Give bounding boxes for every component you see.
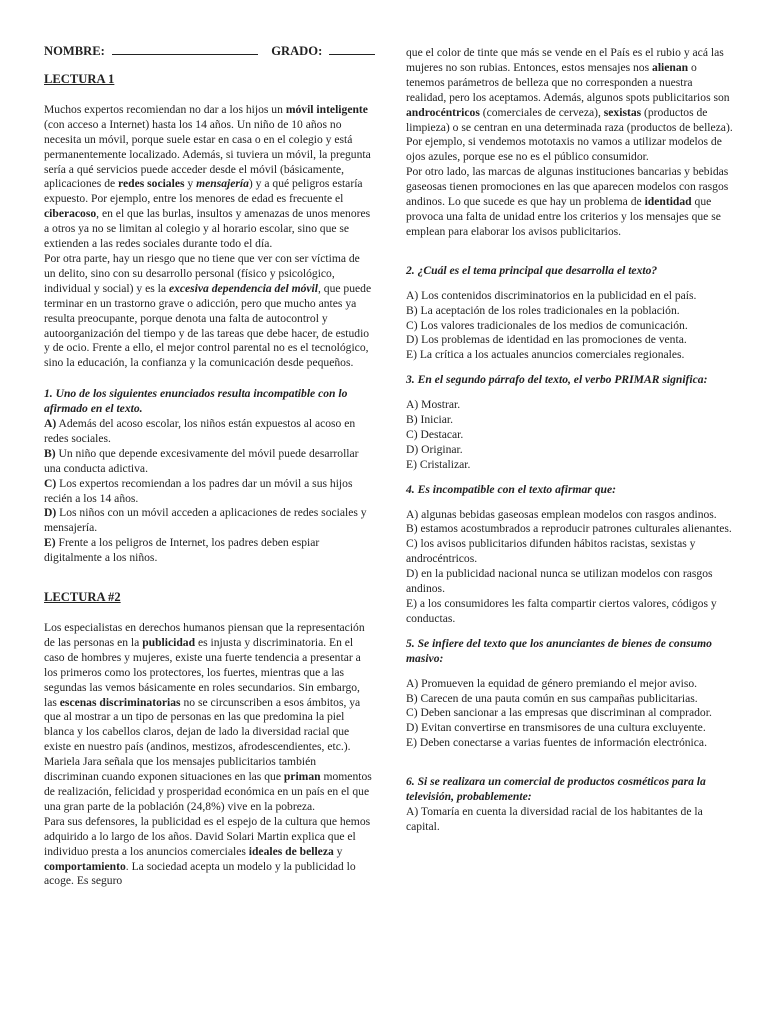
emphasized-term: identidad (644, 195, 692, 209)
question-3-option-a[interactable]: A) Mostrar. (406, 398, 461, 412)
question-5: 5. Se infiere del texto que los anunciantes de bienes de consumo masivo: (406, 636, 712, 665)
lectura-2-paragraph-4: que el color de tinte que más se vende en el País es el rubio y acá las mujeres no son rubias. Entonces, estos mensajes nos alienan o tenemos parámetros de belleza que no corresponden a nuestra realidad, pero los aceptamos. Además, algunos spots publicitarios son androcéntricos (comerciales de cerveza), sexistas (productos de limpieza) o se centran en una determinada raza (productos de belleza). Por ejemplo, si vendemos mototaxis no vamos a utilizar modelos de ojos azules, porque ese no es el público consumidor. (406, 46, 733, 164)
question-4-option-e[interactable]: E) a los consumidores les falta compartir ciertos valores, códigos y conductas. (406, 597, 717, 625)
question-2-options (406, 289, 734, 364)
question-5-option-c[interactable]: C) Deben sancionar a las empresas que discriminan al comprador. (406, 706, 712, 720)
nombre-blank-line[interactable] (112, 44, 258, 55)
grado-label: GRADO: (271, 44, 323, 58)
question-5-option-a[interactable]: A) Promueven la equidad de género premiando el mejor aviso. (406, 676, 698, 690)
question-2-option-e[interactable]: E) La crítica a los actuales anuncios comerciales regionales. (406, 348, 685, 362)
question-6-option-a[interactable]: A) Tomaría en cuenta la diversidad racial de los habitantes de la capital. (406, 804, 703, 833)
question-5-options (406, 677, 734, 752)
lectura-1-paragraph-2: Por otra parte, hay un riesgo que no tiene que ver con ser víctima de un delito, sino con su desarrollo personal (físico y psicológico, individual y social) y es la excesiva dependencia del móvil, que puede terminar en un trastorno grave o adicción, pero que mucho antes ya resulta preocupante, porque denota una falta de autocontrol y autoorganización del tiempo y de las tareas que debe hacer, de estudio y de ocio. Frente a ello, el mejor control parental no es el tecnológico, sino la educación, la confianza y la comunicación desde pequeños. (44, 251, 372, 370)
lectura-2-paragraph-1: Los especialistas en derechos humanos piensan que la representación de las personas en la publicidad es injusta y discriminatoria. En el caso de hombres y mujeres, existe una fuerte tendencia a presentar a los primeros como los protectores, los fuertes, mientras que a las segundas las vemos básicamente en roles secundarios. Sin embargo, las escenas discriminatorias no se circunscriben a esos ámbitos, ya que al mostrar a un tipo de personas en las que predomina la piel blanca y los cabellos claros, dejan de lado la diversidad racial que existe en nuestro país (andinos, mestizos, afrodescendientes, etc.). (44, 621, 365, 754)
question-6: 6. Si se realizara un comercial de productos cosméticos para la televisión, probablemente: (406, 775, 706, 804)
emphasized-term: ciberacoso (44, 207, 97, 221)
question-5-option-e[interactable]: E) Deben conectarse a varias fuentes de información electrónica. (406, 736, 707, 750)
question-2-option-c[interactable]: C) Los valores tradicionales de los medios de comunicación. (406, 318, 688, 332)
lectura-2-paragraph-3: Para sus defensores, la publicidad es el espejo de la cultura que hemos adquirido a lo largo de los años. David Solari Martin explica que el individuo presta a los anuncios comerciales ideales de belleza y comportamiento. La sociedad acepta un modelo y la publicidad lo acoge. Es seguro (44, 814, 371, 888)
question-2-option-d[interactable]: D) Los problemas de identidad en las promociones de venta. (406, 333, 687, 347)
emphasized-term: redes sociales (118, 177, 185, 191)
emphasized-term: alienan (652, 60, 689, 74)
question-6-options (406, 805, 734, 835)
question-2: 2. ¿Cuál es el tema principal que desarrolla el texto? (406, 263, 658, 277)
nombre-label: NOMBRE: (44, 44, 105, 58)
question-3-option-b[interactable]: B) Iniciar. (406, 413, 454, 427)
question-4-option-a[interactable]: A) algunas bebidas gaseosas emplean modelos con rasgos andinos. (406, 507, 717, 521)
question-5-option-d[interactable]: D) Evitan convertirse en transmisores de una cultura excluyente. (406, 721, 706, 735)
right-column (406, 46, 734, 835)
question-3-option-e[interactable]: E) Cristalizar. (406, 457, 471, 471)
question-3: 3. En el segundo párrafo del texto, el verbo PRIMAR significa: (406, 373, 708, 387)
emphasized-term: ideales de belleza (248, 844, 334, 858)
left-column (44, 72, 372, 889)
question-1-option-a[interactable]: A) Además del acoso escolar, los niños están expuestos al acoso en redes sociales. (44, 417, 356, 445)
emphasized-term: mensajería (196, 177, 249, 191)
lectura-2-title: LECTURA #2 (44, 590, 121, 605)
question-1-option-c[interactable]: C) Los expertos recomiendan a los padres dar un móvil a sus hijos recién a los 14 años. (44, 476, 353, 505)
question-1-option-e[interactable]: E) Frente a los peligros de Internet, los padres deben espiar digitalmente a los niños. (44, 536, 320, 565)
question-2-option-b[interactable]: B) La aceptación de los roles tradicionales en la población. (406, 303, 680, 317)
question-4: 4. Es incompatible con el texto afirmar que: (406, 482, 616, 496)
question-5-option-b[interactable]: B) Carecen de una pauta común en sus campañas publicitarias. (406, 691, 698, 705)
question-4-option-b[interactable]: B) estamos acostumbrados a reproducir patrones culturales alienantes. (406, 522, 732, 536)
question-1: 1. Uno de los siguientes enunciados resulta incompatible con lo afirmado en el texto. (44, 387, 348, 416)
lectura-1-title: LECTURA 1 (44, 72, 115, 86)
emphasized-term: escenas discriminatorias (59, 695, 181, 709)
emphasized-term: móvil inteligente (285, 102, 368, 116)
question-4-option-d[interactable]: D) en la publicidad nacional nunca se utilizan modelos con rasgos andinos. (406, 567, 713, 596)
emphasized-term: publicidad (142, 635, 196, 649)
lectura-2-paragraph-2: Mariela Jara señala que los mensajes publicitarios también discriminan cuando exponen situaciones en las que priman momentos de realización, felicidad y prosperidad económica en un país en el que una gran parte de la población (24,8%) vive en la pobreza. (44, 755, 372, 813)
question-1-option-b[interactable]: B) Un niño que depende excesivamente del móvil puede desarrollar una conducta adictiva. (44, 446, 359, 475)
question-3-option-c[interactable]: C) Destacar. (406, 427, 464, 441)
question-2-option-a[interactable]: A) Los contenidos discriminatorios en la publicidad en el país. (406, 288, 697, 302)
question-1-option-d[interactable]: D) Los niños con un móvil acceden a aplicaciones de redes sociales y mensajería. (44, 506, 367, 535)
emphasized-term: androcéntricos (406, 105, 480, 119)
emphasized-term: priman (283, 770, 321, 784)
emphasized-term: comportamiento (44, 859, 126, 873)
question-4-option-c[interactable]: C) los avisos publicitarios difunden hábitos racistas, sexistas y androcéntricos. (406, 537, 696, 566)
question-1-options (44, 417, 372, 566)
student-header (44, 44, 375, 59)
emphasized-term: excesiva dependencia del móvil (168, 281, 318, 295)
question-3-options (406, 398, 734, 473)
lectura-1-paragraph-1: Muchos expertos recomiendan no dar a los hijos un móvil inteligente (con acceso a Internet) hasta los 14 años. Un niño de 10 años no necesita un móvil, porque suele estar en casa o en el colegio y está permanentemente localizado. Además, si tuviera un móvil, la pregunta sería a qué servicios puede acceder desde el móvil (básicamente, aplicaciones de redes sociales y mensajería) y a qué peligros estaría expuesto. Por ejemplo, entre los menores de edad es frecuente el ciberacoso, en el que las burlas, insultos y amenazas de unos menores a otros ya no se limitan al colegio y al horario escolar, sino que se extienden a las redes sociales durante todo el día. (44, 102, 371, 251)
question-3-option-d[interactable]: D) Originar. (406, 442, 463, 456)
question-4-options (406, 508, 734, 627)
grado-blank-line[interactable] (329, 44, 375, 55)
lectura-2-paragraph-5: Por otro lado, las marcas de algunas instituciones bancarias y bebidas gaseosas tienen promociones en las que aparecen modelos con rasgos andinos. Lo que sucede es que hay un problema de identidad que provoca una falta de unidad entre los criterios y los mensajes que se emplean para elaborar los avisos publicitarios. (406, 165, 729, 238)
emphasized-term: sexistas (603, 105, 642, 119)
